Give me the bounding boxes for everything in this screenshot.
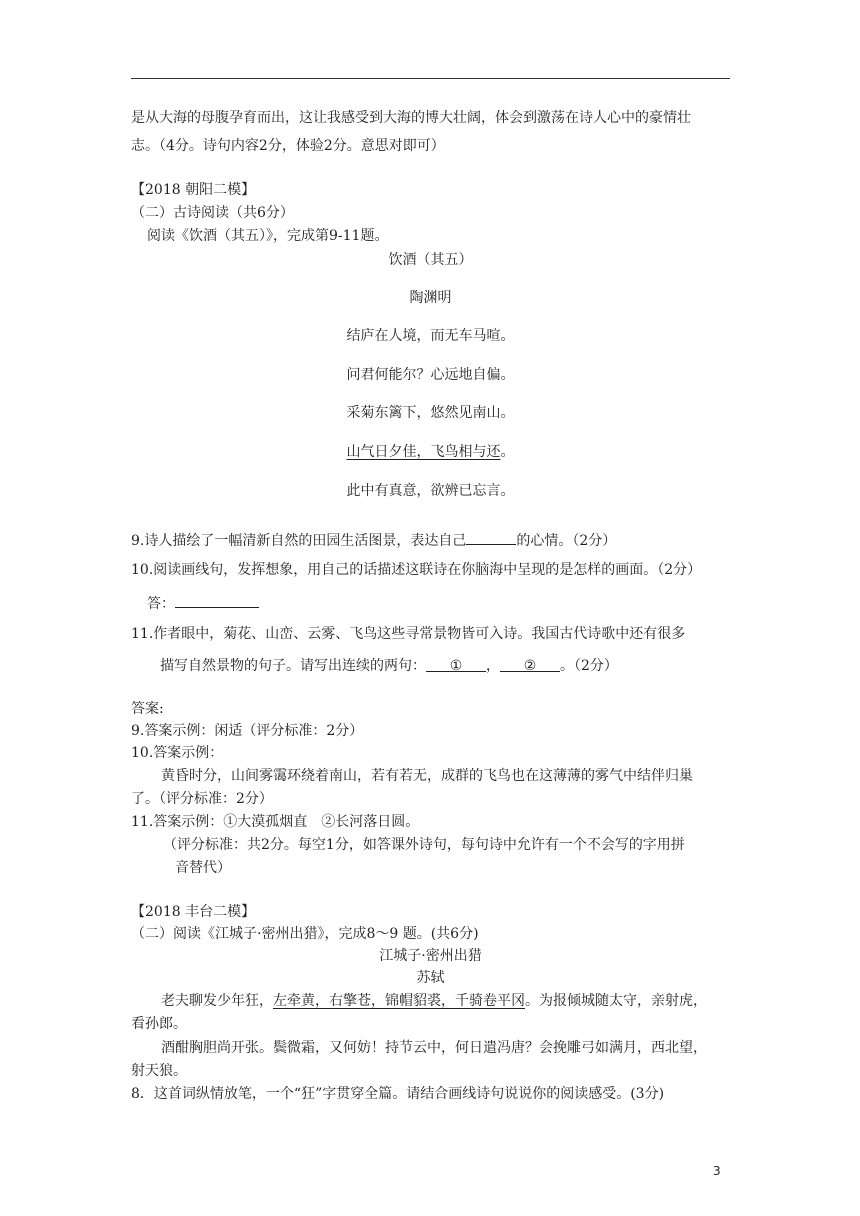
section1-header: 【2018 朝阳二模】 [131,182,256,198]
question-11-line-2: 描写自然景物的句子。请写出连续的两句： ① ， ② 。（2分） [160,658,618,674]
answer-blank-9[interactable] [466,530,516,545]
poem-line-3: 采菊东篱下，悠然见南山。 [346,405,515,421]
page-number: 3 [713,1164,721,1178]
answer-11-note-1: （评分标准：共2分。每空1分，如答课外诗句，每句诗中允许有一个不会写的字用拼 [163,837,685,853]
intro-line-1: 是从大海的母腹孕育而出，这让我感受到大海的博大壮阔，体会到激荡在诗人心中的豪情壮 [131,110,691,126]
answer-10-line-1: 黄昏时分，山间雾霭环绕着南山，若有若无，成群的飞鸟也在这薄薄的雾气中结伴归巢 [161,768,693,784]
answer-blank-10[interactable] [175,593,259,608]
answer-9: 9.答案示例：闲适（评分标准：2分） [131,723,364,739]
ci-paragraph-1-line-2: 看孙郎。 [131,1016,187,1032]
header-rule [131,78,730,79]
poem-line-1: 结庐在人境，而无车马喧。 [346,328,515,344]
answer-blank-11-1[interactable]: ① [426,657,486,672]
underlined-verse-2: 左牵黄，右擎苍，锦帽貂裘，千骑卷平冈 [273,993,525,1009]
ci-paragraph-2: 酒酣胸胆尚开张。鬓微霜，又何妨！持节云中，何日遣冯唐？会挽雕弓如满月，西北望， [161,1040,707,1056]
poem-author: 陶渊明 [409,290,452,306]
ci-paragraph-1: 老夫聊发少年狂，左牵黄，右擎苍，锦帽貂裘，千骑卷平冈。为报倾城随太守，亲射虎， [161,993,707,1009]
section2-header: 【2018 丰台二模】 [131,904,256,920]
question-10-answer: 答： [147,593,259,613]
ci-author: 苏轼 [416,970,445,986]
answer-blank-11-2[interactable]: ② [500,657,560,672]
section1-subheader: （二）古诗阅读（共6分） [131,205,294,221]
poem-line-2: 问君何能尔？心远地自偏。 [346,367,515,383]
answer-10-line-2: 了。（评分标准：2分） [131,791,273,807]
underlined-verse: 山气日夕佳，飞鸟相与还 [346,444,501,460]
ci-paragraph-2-line-2: 射天狼。 [131,1063,187,1079]
answer-11: 11.答案示例：①大漠孤烟直 ②长河落日圆。 [131,814,420,830]
intro-line-2: 志。（4分。诗句内容2分，体验2分。意思对即可） [131,138,445,154]
question-8: 8．这首词纵情放笔，一个“狂”字贯穿全篇。请结合画线诗句说说你的阅读感受。(3分) [131,1086,665,1102]
question-11-line-1: 11.作者眼中，菊花、山峦、云雾、飞鸟这些寻常景物皆可入诗。我国古代诗歌中还有很多 [131,626,686,642]
poem-title: 饮酒（其五） [388,252,473,268]
question-10: 10.阅读画线句，发挥想象，用自己的话描述这联诗在你脑海中呈现的是怎样的画面。（2分） [131,562,702,578]
ci-title: 江城子·密州出猎 [379,948,482,964]
answer-10-label: 10.答案示例： [131,745,224,761]
answers-label: 答案: [131,701,164,717]
poem-line-4: 此中有真意，欲辨已忘言。 [346,483,515,499]
section1-instruction: 阅读《饮酒（其五）》，完成第9-11题。 [147,228,389,244]
poem-line-underlined: 山气日夕佳，飞鸟相与还。 [346,444,515,460]
answer-11-note-2: 音替代） [175,860,231,876]
section2-subheader: （二）阅读《江城子·密州出猎》，完成8～9 题。(共6分) [131,926,479,942]
question-9: 9.诗人描绘了一幅清新自然的田园生活图景，表达自己 的心情。（2分） [131,530,616,550]
